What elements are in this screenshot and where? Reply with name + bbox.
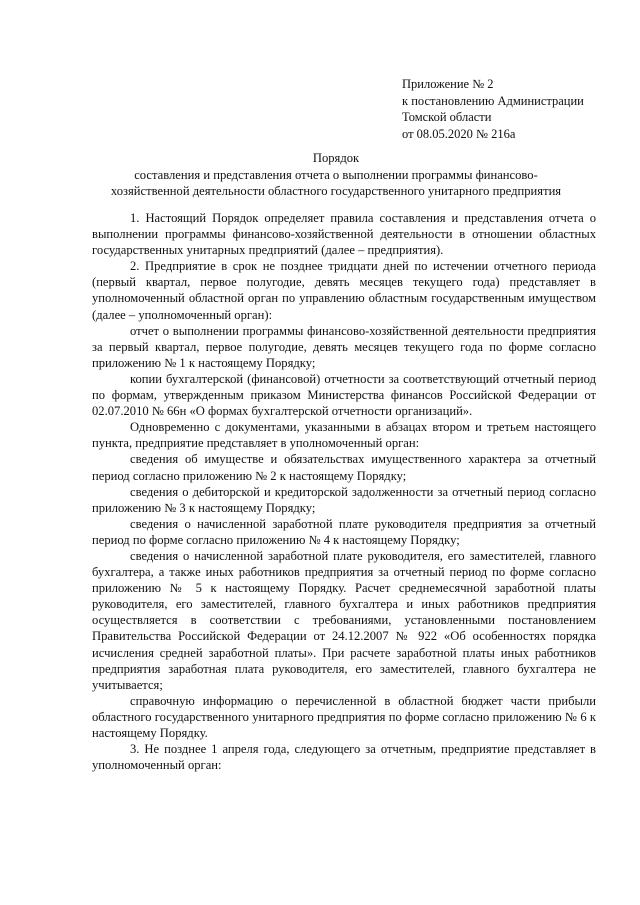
paragraph: 1. Настоящий Порядок определяет правила составления и представления отчета о выполнении программы финансово-хозяйственной деятельности в отношении областных государственных унитарных предприятий (далее – предприятия). [92, 211, 596, 258]
appendix-number: Приложение № 2 [402, 77, 494, 91]
appendix-resolution: к постановлению Администрации [402, 93, 584, 108]
paragraph: сведения о начисленной заработной плате руководителя, его заместителей, главного бухгалтера, а также иных работников предприятия за отчетный период по форме согласно приложению № 5 к настоящему Порядку. Расчет среднемесячной заработной платы руководителя, его заместителей, главного бухгалтера и иных работников предприятия осуществляется в соответствии с требованиями, установленными постановлением Правительства Российской Федерации от 24.12.2007 № 922 «Об особенностях порядка исчисления средней заработной платы». При расчете заработной платы иных работников предприятия заработная плата руководителя, его заместителей, главного бухгалтера не учитывается; [92, 548, 596, 692]
document-body [92, 210, 596, 773]
document-title [76, 150, 596, 200]
title-heading: Порядок [312, 151, 360, 165]
paragraph: 2. Предприятие в срок не позднее тридцати дней по истечении отчетного периода (первый квартал, первое полугодие, девять месяцев текущего года) представляет в уполномоченный областной орган по управлению областным государственным имуществом (далее – уполномоченный орган): [92, 259, 596, 322]
appendix-header [402, 76, 584, 142]
paragraph: сведения о начисленной заработной плате руководителя предприятия за отчетный период по форме согласно приложению № 4 к настоящему Порядку; [92, 516, 596, 547]
paragraph: копии бухгалтерской (финансовой) отчетности за соответствующий отчетный период по формам, утвержденным приказом Министерства финансов Российской Федерации от 02.07.2010 № 66н «О формах бухгалтерской отчетности организаций». [92, 371, 596, 419]
paragraph: 3. Не позднее 1 апреля года, следующего за отчетным, предприятие представляет в уполномоченный орган: [92, 742, 596, 773]
paragraph: справочную информацию о перечисленной в областной бюджет части прибыли областного государственного унитарного предприятия по форме согласно приложению № 6 к настоящему Порядку. [92, 693, 596, 740]
paragraph: Одновременно с документами, указанными в абзацах втором и третьем настоящего пункта, предприятие представляет в уполномоченный орган: [92, 420, 596, 451]
appendix-region: Томской области [402, 110, 492, 124]
appendix-date: от 08.05.2020 № 216а [402, 126, 516, 141]
paragraph: сведения об имуществе и обязательствах имущественного характера за отчетный период согласно приложению № 2 к настоящему Порядку; [92, 452, 596, 483]
paragraph: сведения о дебиторской и кредиторской задолженности за отчетный период согласно приложению № 3 к настоящему Порядку; [92, 484, 596, 515]
paragraph: отчет о выполнении программы финансово-хозяйственной деятельности предприятия за первый квартал, первое полугодие, девять месяцев текущего года по форме согласно приложению № 1 к настоящему Порядку; [92, 323, 596, 370]
title-line-1: составления и представления отчета о выполнении программы финансово- [134, 167, 538, 182]
title-line-2: хозяйственной деятельности областного государственного унитарного предприятия [110, 184, 562, 198]
